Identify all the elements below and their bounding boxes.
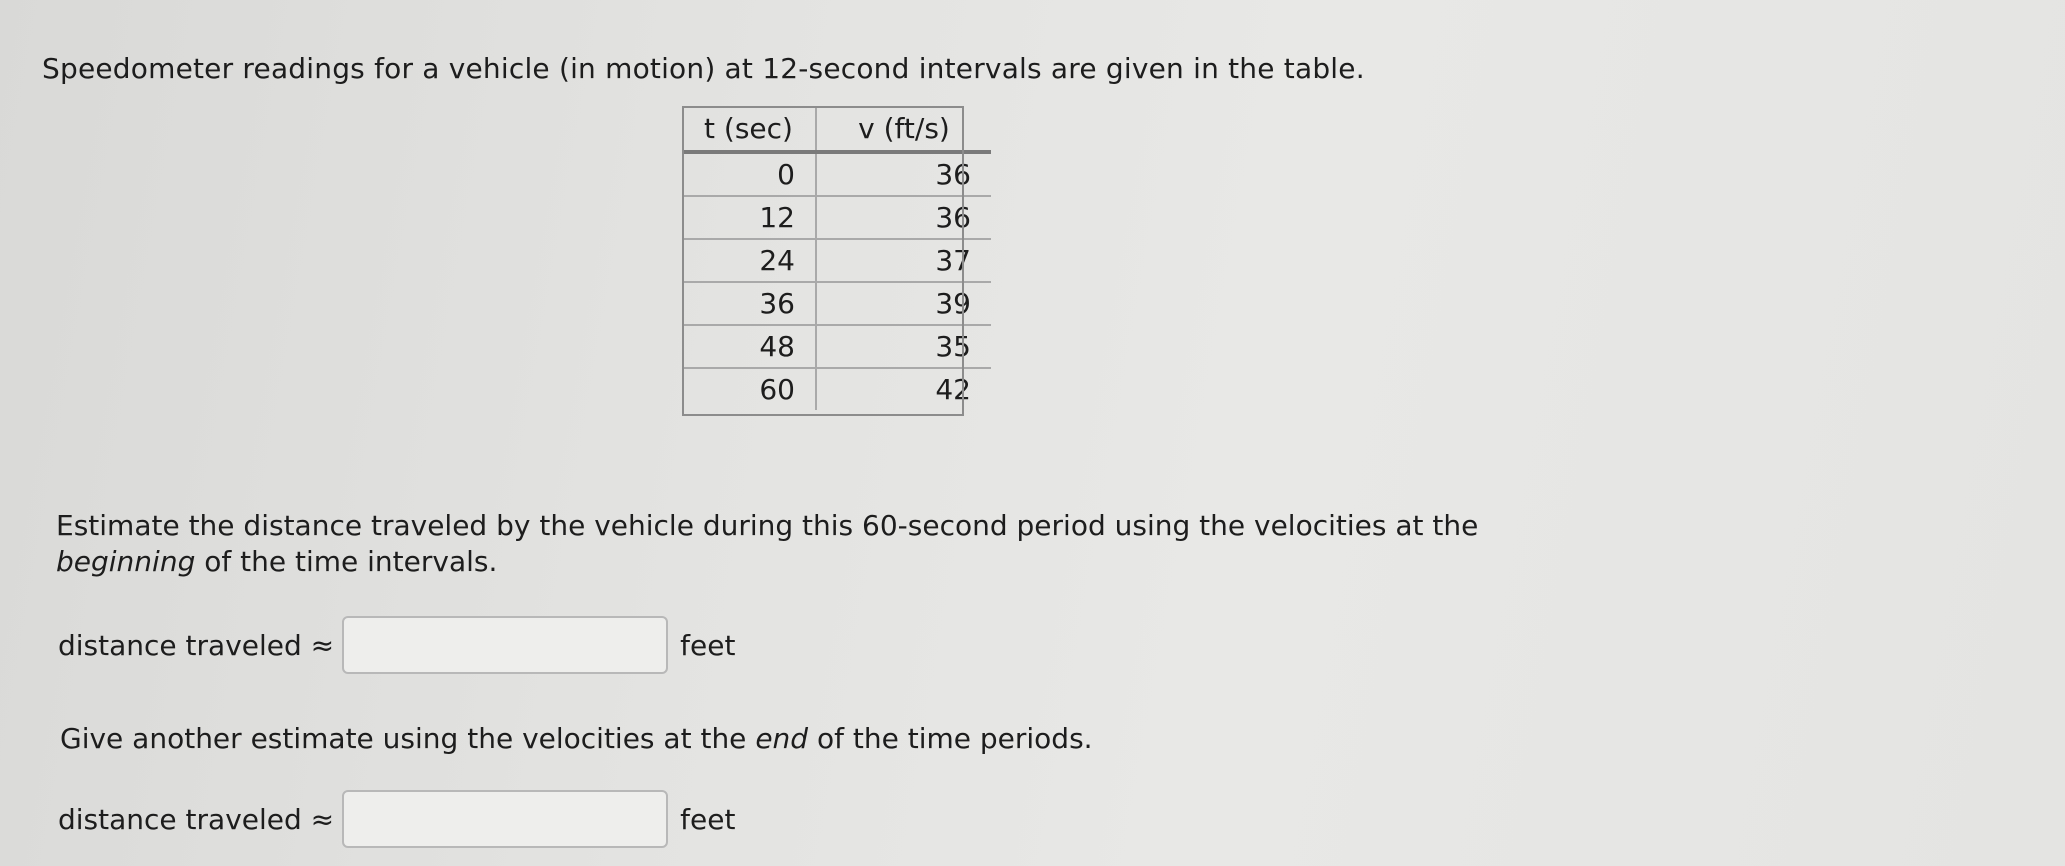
time-cell: 60 bbox=[682, 368, 816, 410]
time-cell: 24 bbox=[682, 239, 816, 282]
problem-intro: Speedometer readings for a vehicle (in motion) at 12-second intervals are given in the table. bbox=[42, 52, 1365, 85]
velocity-cell: 35 bbox=[816, 325, 991, 368]
answer-row-end bbox=[58, 790, 735, 848]
time-cell: 0 bbox=[682, 152, 816, 196]
table-row bbox=[682, 282, 991, 325]
question2-emphasis: end bbox=[755, 722, 809, 755]
question-beginning-estimate bbox=[56, 508, 1516, 580]
velocity-cell: 37 bbox=[816, 239, 991, 282]
distance-label: distance traveled ≈ bbox=[58, 802, 335, 836]
velocity-cell: 42 bbox=[935, 373, 971, 406]
time-cell: 12 bbox=[682, 196, 816, 239]
column-header-velocity: v (ft/s) bbox=[816, 106, 991, 152]
time-cell: 36 bbox=[682, 282, 816, 325]
table-row bbox=[682, 152, 991, 196]
question2-text-before: Give another estimate using the velocities at the bbox=[60, 722, 747, 755]
time-cell: 48 bbox=[682, 325, 816, 368]
question1-text-before: Estimate the distance traveled by the vehicle during this 60-second period using the velocities at the bbox=[56, 509, 1479, 542]
question2-text-after: of the time periods. bbox=[816, 722, 1093, 755]
table-header-row bbox=[682, 106, 991, 152]
table-row bbox=[682, 239, 991, 282]
table-row bbox=[682, 368, 991, 410]
distance-beginning-input[interactable] bbox=[342, 616, 668, 674]
table-row bbox=[682, 196, 991, 239]
distance-end-input[interactable] bbox=[342, 790, 668, 848]
answer-row-beginning bbox=[58, 616, 735, 674]
speedometer-table bbox=[682, 106, 991, 410]
velocity-cell: 36 bbox=[816, 196, 991, 239]
velocity-cell: 36 bbox=[816, 152, 991, 196]
question1-emphasis: beginning bbox=[56, 545, 196, 578]
question1-text-after: of the time intervals. bbox=[204, 545, 498, 578]
table-row bbox=[682, 325, 991, 368]
unit-label: feet bbox=[680, 628, 736, 662]
distance-label: distance traveled ≈ bbox=[58, 628, 335, 662]
question-end-estimate bbox=[60, 722, 1093, 755]
column-header-time: t (sec) bbox=[682, 106, 816, 152]
velocity-cell: 39 bbox=[816, 282, 991, 325]
unit-label: feet bbox=[680, 802, 736, 836]
